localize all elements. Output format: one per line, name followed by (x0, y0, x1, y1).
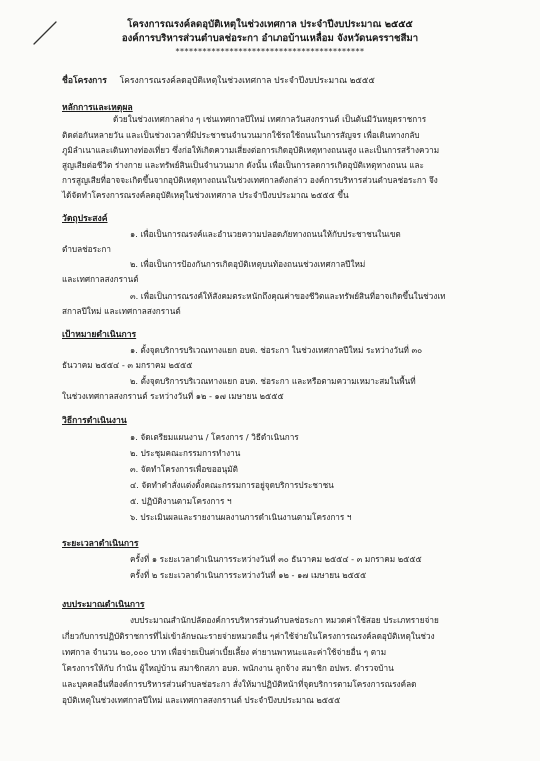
method-item: ๖. ประเมินผลและรายงานผลงานการดำเนินงานตามโครงการ ฯ (130, 512, 352, 522)
section-title-objectives: วัตถุประสงค์ (62, 214, 108, 224)
section-title-methods: วิธีการดำเนินงาน (62, 416, 127, 426)
budget-line: งบประมาณสำนักปลัดองค์การบริหารส่วนตำบลช่อระกา หมวดค่าใช้สอย ประเภทรายจ่าย (130, 615, 439, 625)
project-label: ชื่อโครงการ (62, 76, 107, 86)
principles-line: ภูมิลำเนาและเดินทางท่องเที่ยว ซึ่งก่อให้เกิดความเสี่ยงต่อการเกิดอุบัติเหตุทางถนนสูง และเป็นการสร้างความ (62, 145, 440, 155)
method-item: ๕. ปฏิบัติงานตามโครงการ ฯ (130, 496, 232, 506)
organization-line: องค์การบริหารส่วนตำบลช่อระกา อำเภอบ้านเหลื่อม จังหวัดนครราชสีมา (121, 33, 419, 44)
target-item-cont: ธันวาคม ๒๕๕๔ - ๓ มกราคม ๒๕๕๕ (62, 360, 193, 370)
stars-divider: ****************************************** (175, 47, 365, 56)
section-title-targets: เป้าหมายดำเนินการ (62, 330, 137, 340)
budget-line: อุบัติเหตุในช่วงเทศกาลปีใหม่ และเทศกาลสงกรานต์ ประจำปีงบประมาณ ๒๕๕๕ (62, 695, 341, 705)
section-title-principles: หลักการและเหตุผล (62, 103, 133, 113)
section-title-schedule: ระยะเวลาดำเนินการ (62, 539, 139, 549)
objective-item-cont: สกาลปีใหม่ และเทศกาลสงกรานต์ (62, 306, 181, 316)
schedule-item: ครั้งที่ ๒ ระยะเวลาดำเนินการระหว่างวันที่ ๑๒ - ๑๗ เมษายน ๒๕๕๕ (130, 570, 367, 580)
method-item: ๓. จัดทำโครงการเพื่อขออนุมัติ (130, 464, 238, 474)
budget-line: เทศกาล จำนวน ๒๐,๐๐๐ บาท เพื่อจ่ายเป็นค่าเบี้ยเลี้ยง ค่ายานพาหนะและค่าใช้จ่ายอื่น ๆ ตาม (62, 647, 387, 657)
project-value: โครงการณรงค์ลดอุบัติเหตุในช่วงเทศกาล ประจำปีงบประมาณ ๒๕๕๕ (119, 76, 375, 86)
objective-item: ๑. เพื่อเป็นการณรงค์และอำนวยความปลอดภัยทางถนนให้กับประชาชนในเขต (130, 229, 401, 239)
target-item: ๑. ตั้งจุดบริการบริเวณทางแยก อบต. ช่อระกา ในช่วงเทศกาลปีใหม่ ระหว่างวันที่ ๓๐ (130, 345, 423, 355)
method-item: ๔. จัดทำคำสั่งแต่งตั้งคณะกรรมการอยู่จุดบริการประชาชน (130, 480, 334, 490)
principles-line: การสูญเสียที่อาจจะเกิดขึ้นจากอุบัติเหตุทางถนนในช่วงเทศกาลดังกล่าว องค์การบริหารส่วนตำบลช่อระกา จึง (62, 175, 438, 185)
method-item: ๑. จัดเตรียมแผนงาน / โครงการ / วิธีดำเนินการ (130, 432, 299, 442)
principles-line: สูญเสียต่อชีวิต ร่างกาย และทรัพย์สินเป็นจำนวนมาก ดังนั้น เพื่อเป็นการลดการเกิดอุบัติเหตุทางถนน และ (62, 160, 424, 170)
principles-line: ได้จัดทำโครงการณรงค์ลดอุบัติเหตุในช่วงเทศกาล ประจำปีงบประมาณ ๒๕๕๕ ขึ้น (62, 190, 349, 200)
budget-line: เกี่ยวกับการปฏิบัติราชการที่ไม่เข้าลักษณะรายจ่ายหมวดอื่น ๆค่าใช้จ่ายในโครงการณรงค์ลดอุบัติเหตุในช่วง (62, 631, 435, 641)
budget-line: โครงการให้กับ กำนัน ผู้ใหญ่บ้าน สมาชิกสภา อบต. พนักงาน ลูกจ้าง สมาชิก อปพร. ตำรวจบ้าน (62, 663, 394, 673)
project-name-row (62, 73, 375, 87)
schedule-item: ครั้งที่ ๑ ระยะเวลาดำเนินการระหว่างวันที่ ๓๐ ธันวาคม ๒๕๕๔ - ๓ มกราคม ๒๕๕๕ (130, 554, 422, 564)
section-title-budget: งบประมาณดำเนินการ (62, 600, 145, 610)
objective-item: ๒. เพื่อเป็นการป้องกันการเกิดอุบัติเหตุบนท้องถนนช่วงเทศกาลปีใหม่ (130, 259, 366, 269)
objective-item: ๓. เพื่อเป็นการณรงค์ให้สังคมตระหนักถึงคุณค่าของชีวิตและทรัพย์สินที่อาจเกิดขึ้นในช่วงเท (130, 291, 446, 301)
objective-item-cont: และเทศกาลสงกรานต์ (62, 274, 139, 284)
target-item-cont: ในช่วงเทศกาลสงกรานต์ ระหว่างวันที่ ๑๒ - ๑๗ เมษายน ๒๕๕๕ (62, 391, 284, 401)
principles-line: ด้วยในช่วงเทศกาลต่าง ๆ เช่นเทศกาลปีใหม่ เทศกาลวันสงกรานต์ เป็นต้นมีวันหยุดราชการ (113, 114, 427, 124)
target-item: ๒. ตั้งจุดบริการบริเวณทางแยก อบต. ช่อระกา และหรือตามความเหมาะสมในพื้นที่ (130, 376, 416, 386)
objective-item-cont: ตำบลช่อระกา (62, 244, 111, 254)
budget-line: และบุคคลอื่นที่องค์การบริหารส่วนตำบลช่อระกา สั่งให้มาปฏิบัติหน้าที่จุดบริการตามโครงการณรงค์ลด (62, 679, 417, 689)
principles-line: ติดต่อกันหลายวัน และเป็นช่วงเวลาที่มีประชาชนจำนวนมากใช้รถใช้ถนนในการสัญจร เพื่อเดินทางกลับ (62, 130, 420, 140)
method-item: ๒. ประชุมคณะกรรมการทำงาน (130, 448, 241, 458)
document-title: โครงการณรงค์ลดอุบัติเหตุในช่วงเทศกาล ประจำปีงบประมาณ ๒๕๕๕ (127, 19, 413, 30)
